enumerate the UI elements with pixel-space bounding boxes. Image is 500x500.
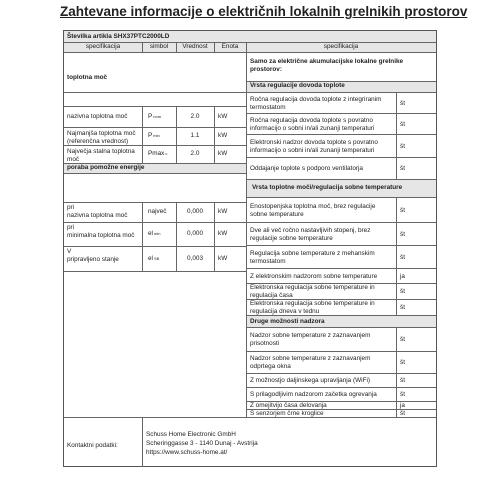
heat-output-heading: toplotna moč bbox=[67, 74, 108, 81]
grid-line bbox=[64, 42, 436, 43]
grid-line bbox=[246, 245, 436, 246]
storage-row-label: Elektronski nadzor dovoda toplote s povratno bbox=[250, 139, 378, 146]
storage-row-label: informacijo o sobni in/ali zunanji temperaturi bbox=[250, 147, 375, 154]
other-row-label: odprtega okna bbox=[250, 363, 291, 370]
grid-line bbox=[142, 42, 143, 52]
symbol-subscript: min bbox=[153, 133, 160, 138]
heat-spec-line: Največja stalna toplotna bbox=[67, 148, 135, 155]
contact-line-1: Schuss Home Electronic GmbH bbox=[146, 431, 236, 438]
aux-symbol: največ bbox=[148, 208, 167, 215]
grid-line bbox=[396, 327, 397, 417]
symbol-subscript: SB bbox=[153, 256, 160, 261]
grid-line bbox=[64, 202, 246, 203]
control-row-label: Enostopenjska toplotna moč, brez regulacije bbox=[250, 203, 376, 210]
grid-line bbox=[214, 202, 215, 222]
storage-row-label: Ročna regulacija dovoda toplote z integriranim bbox=[250, 96, 382, 103]
header-unit: Enota bbox=[221, 43, 239, 50]
heat-spec-line: moč bbox=[67, 156, 80, 163]
control-row-answer: št bbox=[400, 207, 405, 214]
control-row-label: Regulacija sobne temperature z mehanskim bbox=[250, 250, 375, 257]
control-row-label: Elektronska regulacija sobne temperature in bbox=[250, 300, 375, 307]
control-row-answer: št bbox=[400, 231, 405, 238]
grid-line bbox=[64, 52, 436, 53]
control-row-label: Z elektronskim nadzorom sobne temperature bbox=[250, 273, 378, 280]
header-symbol: simbol bbox=[149, 43, 169, 50]
grid-line bbox=[246, 42, 247, 417]
header-value: Vrednost bbox=[182, 43, 208, 50]
grid-line bbox=[214, 106, 215, 127]
header-spec: specifikacija bbox=[85, 43, 121, 50]
other-row-label: Nadzor sobne temperature z zaznavanjem bbox=[250, 332, 371, 339]
aux-value: 0,003 bbox=[187, 255, 203, 262]
heat-value: 1.1 bbox=[190, 132, 200, 139]
grid-line bbox=[246, 373, 436, 374]
other-row-label: Z omejitvijo časa delovanja bbox=[250, 402, 327, 409]
contact-line-3: https://www.schuss-home.at/ bbox=[146, 449, 228, 456]
aux-symbol: elmin bbox=[148, 230, 161, 237]
control-row-label: regulacija dneva v tednu bbox=[250, 308, 320, 315]
grid-line bbox=[214, 222, 215, 246]
heat-spec-line: Najmanjša toplotna moč bbox=[67, 130, 136, 137]
grid-line bbox=[142, 127, 143, 145]
heat-unit: kW bbox=[218, 132, 228, 139]
other-row-label: prisotnosti bbox=[250, 340, 280, 347]
storage-row-answer: št bbox=[400, 143, 405, 150]
storage-heading-line-2: prostorov: bbox=[250, 66, 282, 73]
other-row-answer: ja bbox=[400, 402, 405, 409]
grid-line bbox=[214, 127, 215, 145]
aux-symbol: elSB bbox=[148, 255, 160, 262]
grid-line bbox=[246, 387, 436, 388]
control-row-answer: št bbox=[400, 304, 405, 311]
storage-row-answer: št bbox=[400, 165, 405, 172]
symbol-subscript: c bbox=[165, 151, 168, 156]
storage-row-label: Oddajanje toplote s podporo ventilatorja bbox=[250, 165, 363, 172]
grid-line bbox=[246, 157, 436, 158]
other-row-label: S prilagodljivim nadzorom začetka ogrevanja bbox=[250, 391, 377, 398]
aux-spec-line: pri bbox=[67, 204, 75, 211]
grid-line bbox=[246, 197, 436, 198]
grid-line bbox=[246, 268, 436, 269]
heat-value: 2.0 bbox=[190, 150, 200, 157]
grid-line bbox=[64, 246, 246, 247]
grid-line bbox=[64, 106, 246, 107]
heat-spec-line: nazivna toplotna moč bbox=[67, 113, 128, 120]
grid-line bbox=[246, 327, 436, 328]
grid-line bbox=[214, 145, 215, 163]
control-row-label: regulacije sobne temperature bbox=[250, 235, 333, 242]
aux-spec-line: minimalna toplotna moč bbox=[67, 232, 135, 239]
control-heading: Vrsta toplotne moči/regulacija sobne temperature bbox=[252, 184, 403, 191]
heat-symbol: Pmin bbox=[148, 132, 160, 139]
aux-unit: kW bbox=[218, 208, 228, 215]
aux-heading: poraba pomožne energije bbox=[67, 164, 145, 171]
aux-spec-line: pri bbox=[67, 224, 75, 231]
grid-line bbox=[142, 222, 143, 246]
other-row-answer: št bbox=[400, 336, 405, 343]
aux-spec-line: nazivna toplotna moč bbox=[67, 212, 128, 219]
other-row-answer: št bbox=[400, 410, 405, 417]
grid-line bbox=[64, 163, 246, 164]
grid-line bbox=[246, 81, 436, 82]
contact-label: Kontaktni podatki: bbox=[67, 442, 118, 449]
header-right-spec: specifikacija bbox=[323, 43, 359, 50]
control-row-answer: št bbox=[400, 254, 405, 261]
control-row-label: sobne temperature bbox=[250, 211, 304, 218]
control-row-answer: ja bbox=[400, 273, 405, 280]
grid-line bbox=[142, 246, 143, 271]
aux-spec-line: pripravljeno stanje bbox=[67, 256, 119, 263]
storage-row-answer: št bbox=[400, 100, 405, 107]
symbol-subscript: nom bbox=[153, 114, 162, 119]
aux-spec-line: V bbox=[67, 248, 72, 255]
heat-unit: kW bbox=[218, 113, 228, 120]
specification-table bbox=[63, 30, 437, 467]
grid-line bbox=[142, 145, 143, 163]
other-row-answer: št bbox=[400, 391, 405, 398]
grid-line bbox=[246, 222, 436, 223]
storage-row-label: Ročna regulacija dovoda toplote s povratno bbox=[250, 117, 373, 124]
control-row-label: Dve ali več ročno nastavljivih stopenj, brez bbox=[250, 227, 371, 234]
grid-line bbox=[246, 315, 436, 316]
grid-line bbox=[246, 134, 436, 135]
heat-symbol: Pmaxc bbox=[148, 150, 168, 157]
other-row-label: S senzorjem črne kroglice bbox=[250, 410, 324, 417]
grid-line bbox=[176, 42, 177, 52]
aux-unit: kW bbox=[218, 255, 228, 262]
other-row-answer: št bbox=[400, 359, 405, 366]
symbol-subscript: min bbox=[153, 231, 161, 236]
grid-line bbox=[64, 173, 246, 174]
grid-line bbox=[214, 246, 215, 271]
grid-line bbox=[214, 42, 215, 52]
control-row-label: Elektronska regulacija sobne temperature in bbox=[250, 284, 375, 291]
aux-unit: kW bbox=[218, 230, 228, 237]
grid-line bbox=[64, 92, 246, 93]
heat-spec-line: (referenčna vrednost) bbox=[67, 138, 129, 145]
control-row-label: regulacija časa bbox=[250, 292, 293, 299]
storage-row-label: informacijo o sobni in/ali zunanji temperaturi bbox=[250, 125, 375, 132]
grid-line bbox=[142, 417, 143, 467]
storage-subheading: Vrsta regulacije dovoda toplote bbox=[250, 82, 345, 89]
other-heading: Druge možnosti nadzora bbox=[250, 318, 325, 325]
grid-line bbox=[246, 113, 436, 114]
control-row-label: termostatom bbox=[250, 258, 286, 265]
storage-heading-line-1: Samo za električne akumulacijske lokalne grelnike bbox=[250, 58, 404, 65]
grid-line bbox=[246, 179, 436, 180]
grid-line bbox=[246, 351, 436, 352]
heat-value: 2.0 bbox=[190, 113, 200, 120]
grid-line bbox=[64, 222, 246, 223]
grid-line bbox=[64, 271, 246, 272]
grid-line bbox=[396, 92, 397, 179]
grid-line bbox=[142, 202, 143, 222]
grid-line bbox=[396, 197, 397, 315]
storage-row-label: termostatom bbox=[250, 104, 286, 111]
aux-value: 0,000 bbox=[187, 208, 203, 215]
storage-row-answer: št bbox=[400, 121, 405, 128]
grid-line bbox=[246, 92, 436, 93]
contact-line-2: Scheringgasse 3 - 1140 Dunaj - Avstrija bbox=[146, 440, 258, 447]
other-row-label: Z možnostjo daljinskega upravljanja (WiFi) bbox=[250, 377, 371, 384]
article-number: Številka artikla SHX37PTC2000LD bbox=[67, 33, 170, 40]
other-row-answer: št bbox=[400, 377, 405, 384]
heat-unit: kW bbox=[218, 150, 228, 157]
grid-line bbox=[142, 106, 143, 127]
page-title: Zahtevane informacije o električnih lokalnih grelnikih prostorov bbox=[60, 4, 468, 19]
heat-symbol: Pnom bbox=[148, 113, 162, 120]
aux-value: 0,000 bbox=[187, 230, 203, 237]
grid-line bbox=[64, 127, 246, 128]
other-row-label: Nadzor sobne temperature z zaznavanjem bbox=[250, 355, 371, 362]
control-row-answer: št bbox=[400, 288, 405, 295]
